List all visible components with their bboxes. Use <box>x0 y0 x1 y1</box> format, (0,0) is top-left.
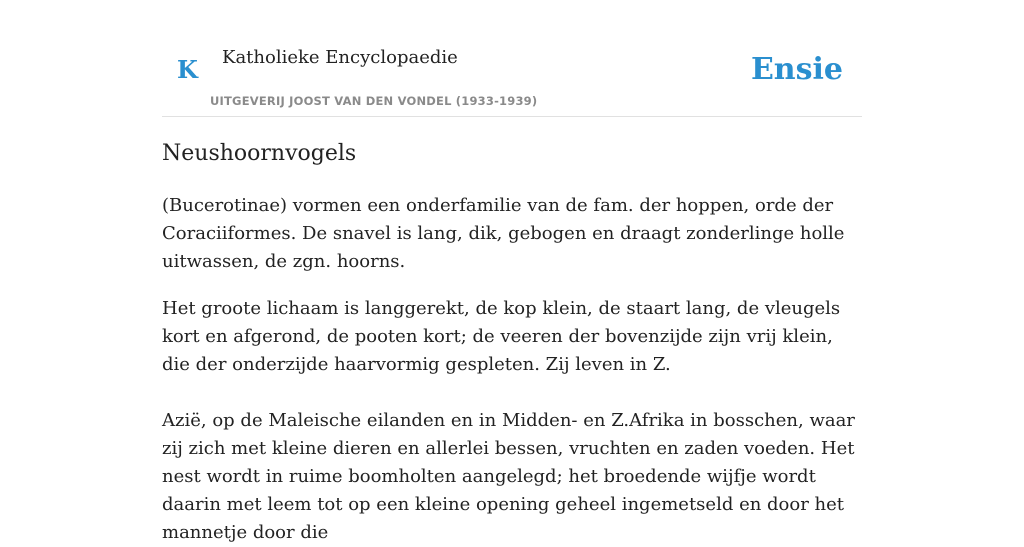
site-logo[interactable]: K <box>177 55 198 84</box>
article-paragraph: (Bucerotinae) vormen een onderfamilie van de fam. der hoppen, orde der Coraciiformes. De snavel is lang, dik, gebogen en draagt zonderlinge holle uitwassen, de zgn. hoorns. <box>162 195 845 272</box>
article-paragraph: Azië, op de Maleische eilanden en in Midden- en Z.Afrika in bosschen, waar zij zich met kleine dieren en allerlei bessen, vruchten en zaden voeden. Het nest wordt in ruime boomholten aangelegd; het broedende wijfje wordt daarin met leem tot op een kleine opening geheel ingemetseld en door het mannetje door die <box>162 410 855 543</box>
site-title: Katholieke Encyclopaedie <box>222 47 458 68</box>
brand-logo[interactable]: Ensie <box>750 52 843 87</box>
article <box>162 137 862 547</box>
article-paragraph: Het groote lichaam is langgerekt, de kop klein, de staart lang, de vleugels kort en afgerond, de pooten kort; de veeren der bovenzijde zijn vrij klein, die der onderzijde haarvormig gespleten. Zij leven in Z. <box>162 298 841 375</box>
article-title: Neushoornvogels <box>162 141 357 166</box>
site-subtitle: UITGEVERIJ JOOST VAN DEN VONDEL (1933-1939) <box>210 94 538 108</box>
site-header <box>162 0 862 117</box>
